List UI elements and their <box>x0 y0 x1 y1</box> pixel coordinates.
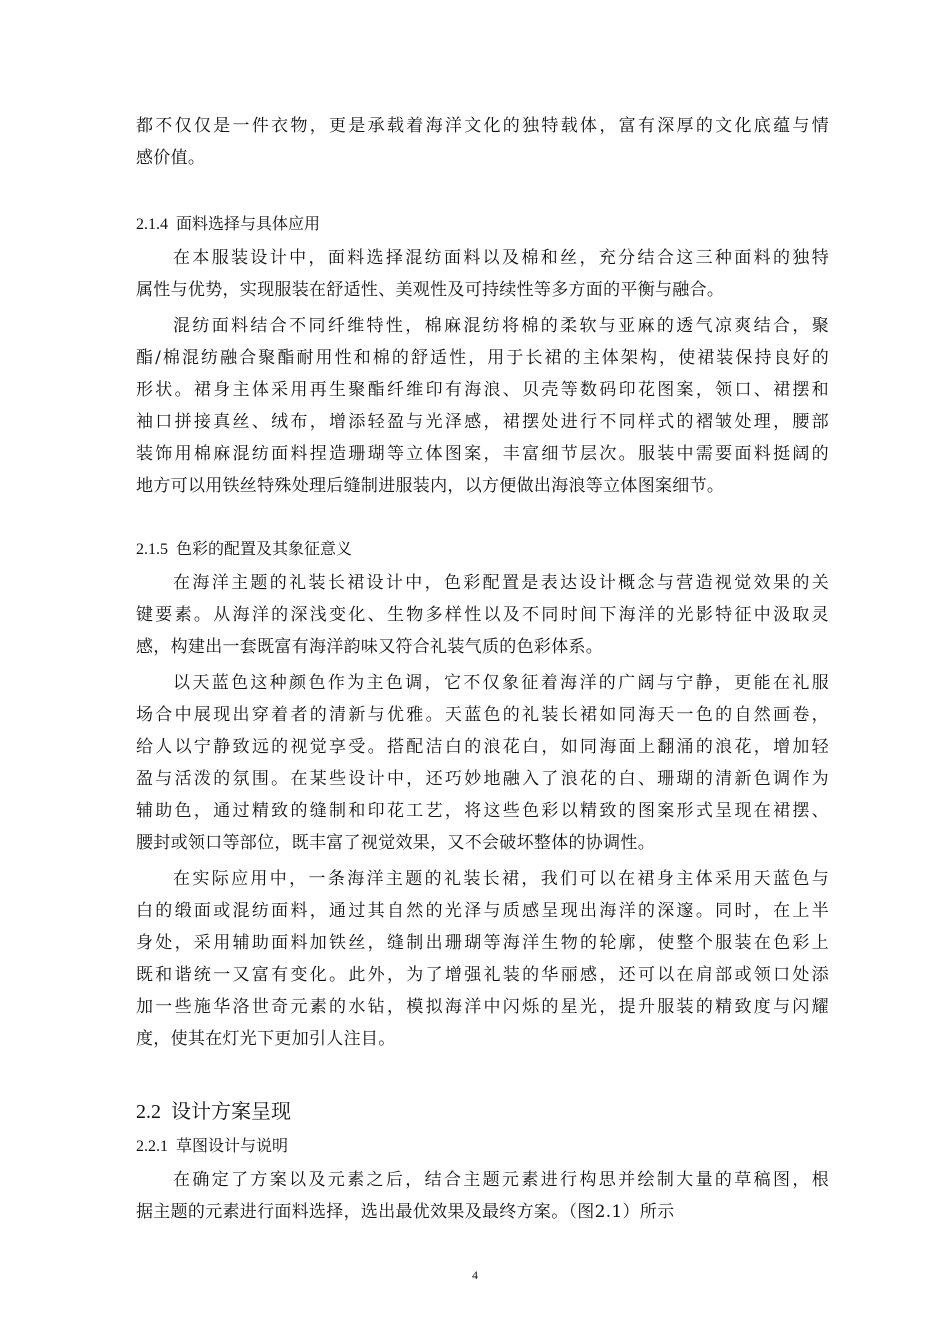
section-heading-2-1-5 <box>136 533 352 565</box>
text-line: 白的缎面或混纺面料，通过其自然的光泽与质感呈现出海洋的深邃。同时，在上半 <box>136 901 829 921</box>
text-line: 键要素。从海洋的深浅变化、生物多样性以及不同时间下海洋的光影特征中汲取灵 <box>136 605 829 625</box>
section-number: 2.1.4 <box>136 216 168 233</box>
section-number: 2.2 <box>136 1101 161 1123</box>
text-line: 给人以宁静致远的视觉享受。搭配洁白的浪花白，如同海面上翻涌的浪花，增加轻 <box>136 737 829 757</box>
text-line: 腰封或领口等部位，既丰富了视觉效果，又不会破坏整体的协调性。 <box>136 833 655 853</box>
text-line: 都不仅仅是一件衣物，更是承载着海洋文化的独特载体，富有深厚的文化底蕴与情 <box>136 116 829 136</box>
text-line: 盈与活泼的氛围。在某些设计中，还巧妙地融入了浪花的白、珊瑚的清新色调作为 <box>136 769 829 789</box>
continuation-paragraph <box>136 110 829 174</box>
text-line: 既和谐统一又富有变化。此外，为了增强礼装的华丽感，还可以在肩部或领口处添 <box>136 965 829 985</box>
text-line: 据主题的元素进行面料选择，选出最优效果及最终方案。（图2.1）所示 <box>136 1202 675 1222</box>
text-line: 混纺面料结合不同纤维特性，棉麻混纺将棉的柔软与亚麻的透气凉爽结合，聚 <box>173 316 829 336</box>
paragraph-fabric-blend <box>136 310 829 502</box>
paragraph-application <box>136 863 829 1055</box>
paragraph-sketch <box>136 1164 829 1228</box>
section-title: 草图设计与说明 <box>176 1136 289 1155</box>
section-heading-2-2 <box>136 1093 291 1129</box>
text-line: 场合中展现出穿着者的清新与优雅。天蓝色的礼装长裙如同海天一色的自然画卷， <box>136 705 829 725</box>
paragraph-fabric-intro <box>136 242 829 306</box>
page-number: 4 <box>472 1268 478 1282</box>
text-line: 酯/棉混纺融合聚酯耐用性和棉的舒适性，用于长裙的主体架构，使裙装保持良好的 <box>136 348 829 368</box>
section-title: 色彩的配置及其象征意义 <box>176 539 353 558</box>
paragraph-color-intro <box>136 567 829 663</box>
text-line: 在确定了方案以及元素之后，结合主题元素进行构思并绘制大量的草稿图，根 <box>173 1170 829 1190</box>
section-title: 设计方案呈现 <box>171 1099 291 1123</box>
section-number: 2.2.1 <box>136 1138 168 1155</box>
text-line: 袖口拼接真丝、绒布，增添轻盈与光泽感，裙摆处进行不同样式的褶皱处理，腰部 <box>136 412 829 432</box>
section-heading-2-2-1 <box>136 1130 288 1162</box>
section-number: 2.1.5 <box>136 541 168 558</box>
text-line: 以天蓝色这种颜色作为主色调，它不仅象征着海洋的广阔与宁静，更能在礼服 <box>173 673 829 693</box>
section-heading-2-1-4 <box>136 208 320 240</box>
text-line: 装饰用棉麻混纺面料捏造珊瑚等立体图案，丰富细节层次。服装中需要面料挺阔的 <box>136 444 829 464</box>
text-line: 在本服装设计中，面料选择混纺面料以及棉和丝，充分结合这三种面料的独特 <box>173 248 829 268</box>
text-line: 地方可以用铁丝特殊处理后缝制进服装内，以方便做出海浪等立体图案细节。 <box>136 476 725 496</box>
text-line: 度，使其在灯光下更加引人注目。 <box>136 1029 396 1049</box>
text-line: 在海洋主题的礼装长裙设计中，色彩配置是表达设计概念与营造视觉效果的关 <box>173 573 829 593</box>
text-line: 在实际应用中，一条海洋主题的礼装长裙，我们可以在裙身主体采用天蓝色与 <box>173 869 829 889</box>
text-line: 感，构建出一套既富有海洋韵味又符合礼装气质的色彩体系。 <box>136 637 604 657</box>
text-line: 辅助色，通过精致的缝制和印花工艺，将这些色彩以精致的图案形式呈现在裙摆、 <box>136 801 829 821</box>
paragraph-main-color <box>136 667 829 859</box>
text-line: 身处，采用辅助面料加铁丝，缝制出珊瑚等海洋生物的轮廓，使整个服装在色彩上 <box>136 933 829 953</box>
text-line: 加一些施华洛世奇元素的水钻，模拟海洋中闪烁的星光，提升服装的精致度与闪耀 <box>136 997 829 1017</box>
text-line: 形状。裙身主体采用再生聚酯纤维印有海浪、贝壳等数码印花图案，领口、裙摆和 <box>136 380 829 400</box>
text-line: 感价值。 <box>136 148 206 168</box>
text-line: 属性与优势，实现服装在舒适性、美观性及可持续性等多方面的平衡与融合。 <box>136 280 725 300</box>
section-title: 面料选择与具体应用 <box>176 214 321 233</box>
